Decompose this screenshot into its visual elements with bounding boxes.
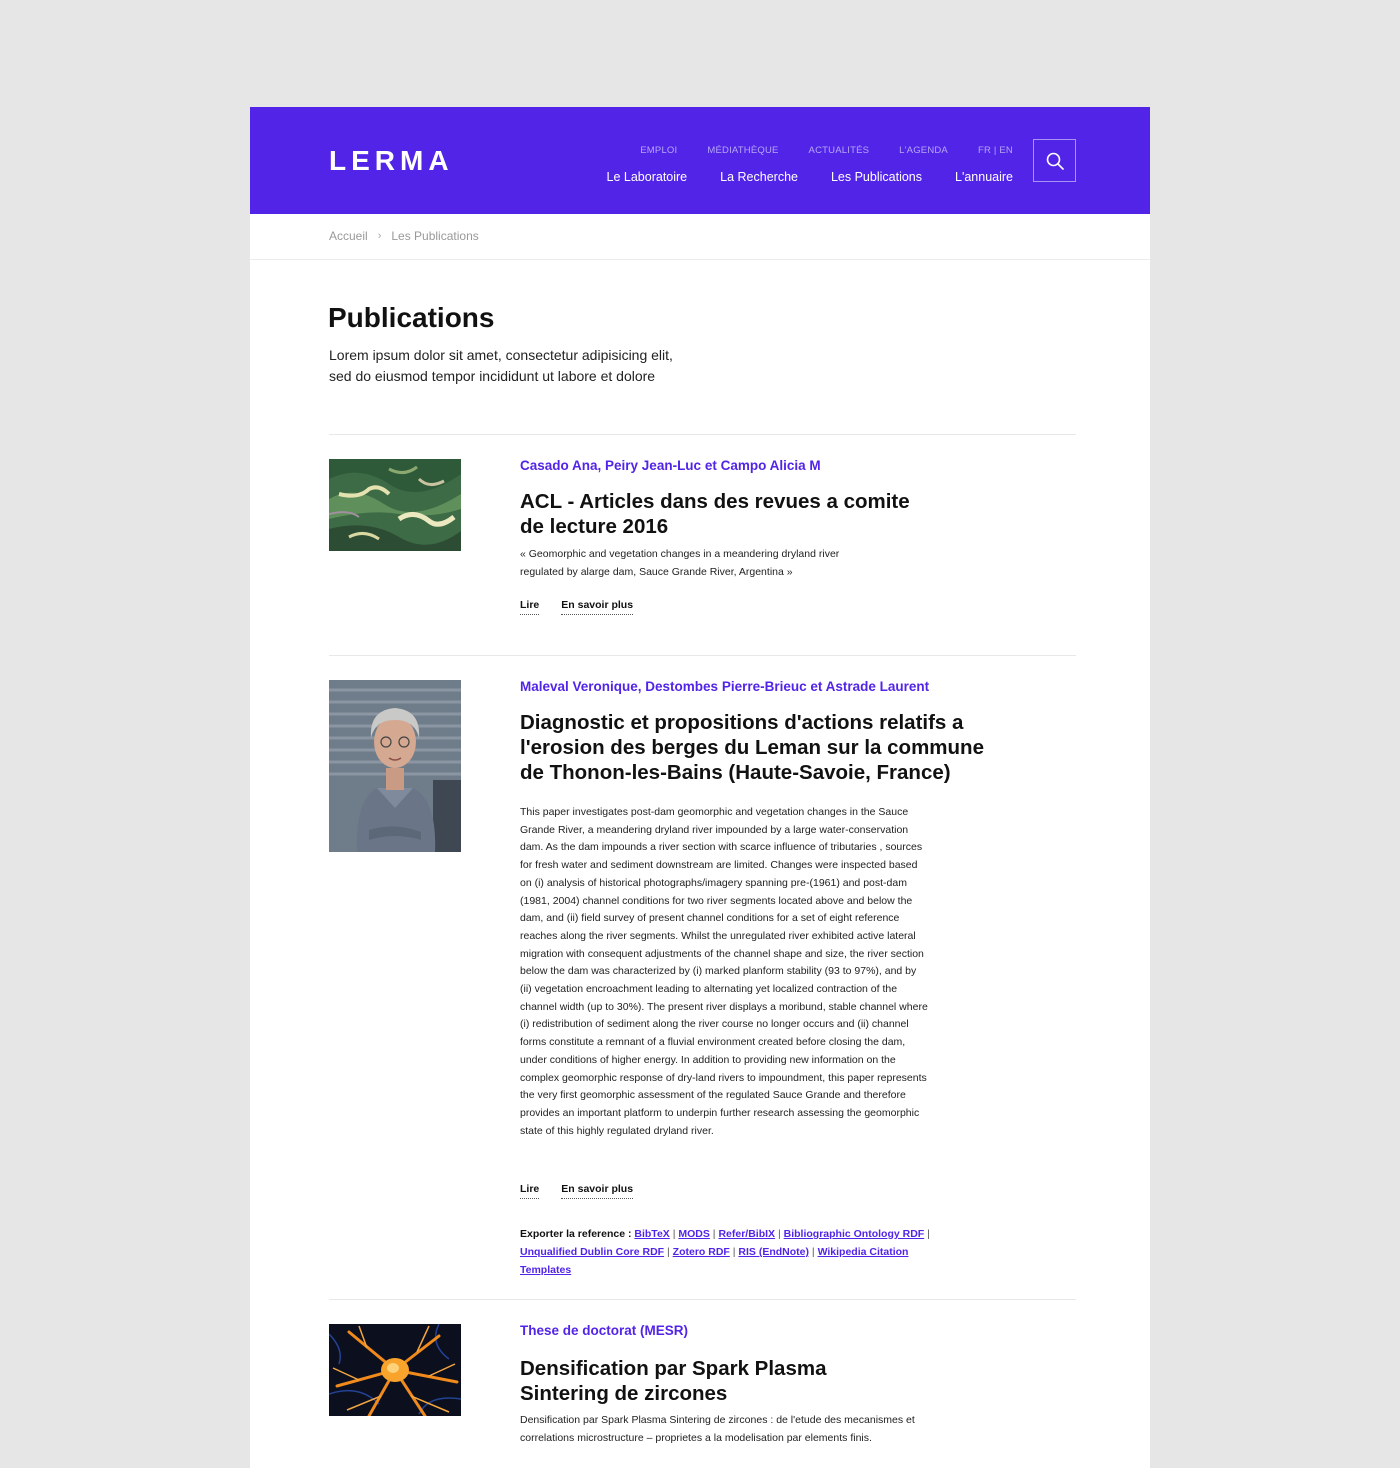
- export-mods-link[interactable]: MODS: [678, 1228, 710, 1240]
- publication-abstract: This paper investigates post-dam geomorphic and vegetation changes in the Sauce Grande River, a meandering dryland river impounded by a large water-conservation dam. As the dam impounds a river section with scarce influence of tributaries , sources for fresh water and sediment downstream are limited. Changes were inspected based on (i) analysis of historical photographs/imagery spanning pre-(1961) and post-dam (1981, 2004) channel conditions for two river segments located above and below the dam, and (ii) field survey of present channel conditions for a set of eight reference reaches along the river segments. Whilst the unregulated river exhibited active lateral migration with consequent adjustments of the channel shape and size, the river section below the dam was characterized by (i) marked planform stability (93 to 97%), and by (ii) vegetation encroachment leading to alternating yet localized contraction of the channel width (up to 30%). The present river displays a moribund, stable channel where (i) redistribution of sediment along the river course no longer occurs and (ii) channel forms constitute a remnant of a fluvial environment created before closing the dam, under conditions of higher energy. In addition to providing new information on the complex geomorphic response of dry-land rivers to impoundment, this paper represents the very first geomorphic assessment of the regulated Sauce Grande and therefore provides an important platform to underpin further research assessing the geomorphic state of this highly regulated dryland river.: [520, 806, 928, 1137]
- export-bibtex-link[interactable]: BibTeX: [634, 1228, 670, 1240]
- nav-actualites[interactable]: ACTUALITÉS: [808, 145, 870, 156]
- breadcrumb-home[interactable]: Accueil: [329, 229, 368, 243]
- publication-title[interactable]: Diagnostic et propositions d'actions relatifs a l'erosion des berges du Leman sur la commune de Thonon-les-Bains (Haute-Savoie, France): [520, 711, 984, 784]
- intro-line: sed do eiusmod tempor incididunt ut labore et dolore: [329, 368, 656, 384]
- main-nav: [607, 170, 1013, 184]
- breadcrumb-divider: [250, 259, 1150, 260]
- publication-authors[interactable]: Maleval Veronique, Destombes Pierre-Brieuc et Astrade Laurent: [520, 679, 930, 694]
- publication-summary: Densification par Spark Plasma Sintering de zircones : de l'etude des mecanismes et correlations microstructure – proprietes a la modelisation par elements finis.: [520, 1414, 915, 1444]
- export-label: Exporter la reference :: [520, 1228, 632, 1240]
- nav-recherche[interactable]: La Recherche: [720, 170, 798, 184]
- nav-mediatheque[interactable]: MÉDIATHÈQUE: [707, 145, 779, 156]
- intro-line: Lorem ipsum dolor sit amet, consectetur adipisicing elit,: [329, 347, 673, 363]
- publication-title[interactable]: Densification par Spark Plasma Sintering de zircones: [520, 1357, 827, 1405]
- export-wikipedia-link[interactable]: Wikipedia Citation Templates: [520, 1246, 909, 1276]
- site-logo[interactable]: LERMA: [329, 145, 454, 176]
- page-intro: [329, 345, 729, 387]
- page-container: [250, 107, 1150, 1468]
- export-zotero-link[interactable]: Zotero RDF: [672, 1246, 730, 1258]
- section-divider: [329, 434, 1076, 435]
- export-dublin-core-link[interactable]: Unqualified Dublin Core RDF: [520, 1246, 665, 1258]
- search-icon: [1046, 152, 1064, 170]
- chevron-right-icon: ›: [377, 230, 382, 242]
- export-ris-link[interactable]: RIS (EndNote): [738, 1246, 809, 1258]
- utility-nav: [640, 145, 1013, 156]
- neuron-microscopy-image[interactable]: [329, 1324, 461, 1416]
- nav-publications[interactable]: Les Publications: [830, 170, 922, 184]
- read-link[interactable]: Lire: [520, 1183, 539, 1199]
- researcher-portrait-image[interactable]: [329, 680, 461, 852]
- publication-title[interactable]: ACL - Articles dans des revues a comite de lecture 2016: [520, 490, 910, 538]
- learn-more-link[interactable]: En savoir plus: [561, 599, 633, 615]
- publication-actions: [520, 599, 633, 615]
- site-header: [250, 107, 1150, 214]
- search-button[interactable]: [1033, 139, 1076, 182]
- nav-annuaire[interactable]: L'annuaire: [955, 170, 1013, 184]
- section-divider: [329, 655, 1076, 656]
- publication-category[interactable]: These de doctorat (MESR): [520, 1323, 689, 1338]
- export-refer-link[interactable]: Refer/BibIX: [718, 1228, 776, 1240]
- page-title: Publications: [328, 302, 495, 333]
- breadcrumb: [329, 229, 479, 243]
- read-link[interactable]: Lire: [520, 599, 539, 615]
- publication-actions: [520, 1183, 633, 1199]
- publication-summary: « Geomorphic and vegetation changes in a meandering dryland river regulated by alarge dam, Sauce Grande River, Argentina »: [520, 548, 840, 578]
- learn-more-link[interactable]: En savoir plus: [561, 1183, 633, 1199]
- export-references: Exporter la reference : BibTeX | MODS | Refer/BibIX | Bibliographic Ontology RDF | Unqualified Dublin Core RDF | Zotero RDF | RIS (EndNote) | Wikipedia Citation Templates: [520, 1228, 930, 1276]
- section-divider: [329, 1299, 1076, 1300]
- language-switcher[interactable]: FR | EN: [977, 145, 1013, 156]
- nav-laboratoire[interactable]: Le Laboratoire: [606, 170, 688, 184]
- publication-authors[interactable]: Casado Ana, Peiry Jean-Luc et Campo Alicia M: [520, 458, 821, 473]
- breadcrumb-current: Les Publications: [391, 229, 479, 243]
- nav-emploi[interactable]: EMPLOI: [640, 145, 678, 156]
- aerial-landscape-image[interactable]: [329, 459, 461, 551]
- export-bibo-rdf-link[interactable]: Bibliographic Ontology RDF: [783, 1228, 925, 1240]
- nav-agenda[interactable]: L'AGENDA: [899, 145, 948, 156]
